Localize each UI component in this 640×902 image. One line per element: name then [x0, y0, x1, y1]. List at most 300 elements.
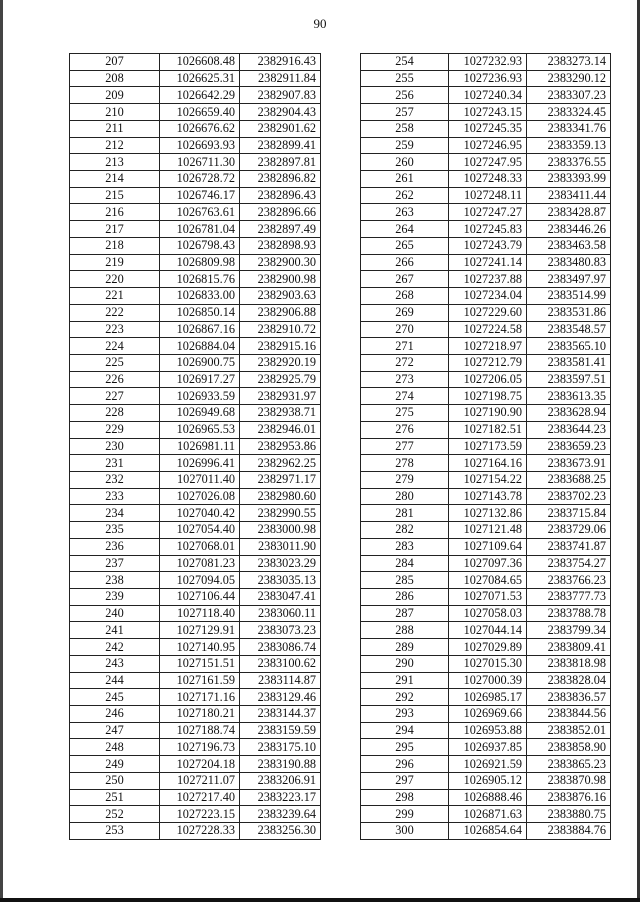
x-coordinate-cell: 1026969.66: [449, 706, 527, 723]
x-coordinate-cell: 1027217.40: [160, 789, 240, 806]
table-row: [361, 237, 611, 254]
point-number-cell: 291: [361, 672, 449, 689]
x-coordinate-cell: 1026676.62: [160, 120, 240, 137]
x-coordinate-cell: 1027109.64: [449, 538, 527, 555]
x-coordinate-cell: 1027140.95: [160, 639, 240, 656]
point-number-cell: 239: [70, 589, 160, 606]
table-row: [70, 54, 321, 71]
point-number-cell: 262: [361, 187, 449, 204]
x-coordinate-cell: 1027121.48: [449, 522, 527, 539]
table-row: [70, 522, 321, 539]
y-coordinate-cell: 2383011.90: [240, 538, 321, 555]
y-coordinate-cell: 2382953.86: [240, 438, 321, 455]
y-coordinate-cell: 2382897.49: [240, 221, 321, 238]
y-coordinate-cell: 2382896.66: [240, 204, 321, 221]
x-coordinate-cell: 1027224.58: [449, 321, 527, 338]
point-number-cell: 250: [70, 772, 160, 789]
table-row: [361, 304, 611, 321]
x-coordinate-cell: 1027040.42: [160, 505, 240, 522]
point-number-cell: 290: [361, 655, 449, 672]
table-row: [361, 505, 611, 522]
point-number-cell: 253: [70, 823, 160, 840]
y-coordinate-cell: 2383628.94: [527, 405, 611, 422]
point-number-cell: 246: [70, 706, 160, 723]
point-number-cell: 215: [70, 187, 160, 204]
point-number-cell: 241: [70, 622, 160, 639]
y-coordinate-cell: 2382925.79: [240, 371, 321, 388]
point-number-cell: 223: [70, 321, 160, 338]
x-coordinate-cell: 1027229.60: [449, 304, 527, 321]
x-coordinate-cell: 1026693.93: [160, 137, 240, 154]
table-row: [361, 706, 611, 723]
x-coordinate-cell: 1026884.04: [160, 338, 240, 355]
coordinates-table-right-body: [361, 54, 611, 840]
point-number-cell: 267: [361, 271, 449, 288]
point-number-cell: 240: [70, 605, 160, 622]
y-coordinate-cell: 2383531.86: [527, 304, 611, 321]
point-number-cell: 222: [70, 304, 160, 321]
point-number-cell: 252: [70, 806, 160, 823]
y-coordinate-cell: 2383659.23: [527, 438, 611, 455]
y-coordinate-cell: 2382971.17: [240, 471, 321, 488]
y-coordinate-cell: 2382911.84: [240, 70, 321, 87]
y-coordinate-cell: 2382906.88: [240, 304, 321, 321]
x-coordinate-cell: 1027129.91: [160, 622, 240, 639]
y-coordinate-cell: 2383175.10: [240, 739, 321, 756]
point-number-cell: 234: [70, 505, 160, 522]
table-row: [361, 421, 611, 438]
x-coordinate-cell: 1027029.89: [449, 639, 527, 656]
y-coordinate-cell: 2383023.29: [240, 555, 321, 572]
y-coordinate-cell: 2383852.01: [527, 722, 611, 739]
x-coordinate-cell: 1027247.95: [449, 154, 527, 171]
table-row: [361, 87, 611, 104]
y-coordinate-cell: 2383865.23: [527, 756, 611, 773]
table-row: [361, 171, 611, 188]
point-number-cell: 251: [70, 789, 160, 806]
y-coordinate-cell: 2383844.56: [527, 706, 611, 723]
point-number-cell: 238: [70, 572, 160, 589]
table-row: [361, 321, 611, 338]
y-coordinate-cell: 2383777.73: [527, 589, 611, 606]
point-number-cell: 296: [361, 756, 449, 773]
x-coordinate-cell: 1026642.29: [160, 87, 240, 104]
x-coordinate-cell: 1027232.93: [449, 54, 527, 71]
table-row: [70, 689, 321, 706]
x-coordinate-cell: 1027234.04: [449, 288, 527, 305]
table-row: [70, 338, 321, 355]
point-number-cell: 219: [70, 254, 160, 271]
point-number-cell: 208: [70, 70, 160, 87]
x-coordinate-cell: 1027058.03: [449, 605, 527, 622]
y-coordinate-cell: 2383086.74: [240, 639, 321, 656]
x-coordinate-cell: 1027182.51: [449, 421, 527, 438]
y-coordinate-cell: 2382962.25: [240, 455, 321, 472]
y-coordinate-cell: 2383393.99: [527, 171, 611, 188]
table-row: [361, 589, 611, 606]
point-number-cell: 258: [361, 120, 449, 137]
y-coordinate-cell: 2383359.13: [527, 137, 611, 154]
y-coordinate-cell: 2383613.35: [527, 388, 611, 405]
x-coordinate-cell: 1026608.48: [160, 54, 240, 71]
table-row: [361, 54, 611, 71]
y-coordinate-cell: 2382900.98: [240, 271, 321, 288]
x-coordinate-cell: 1026921.59: [449, 756, 527, 773]
table-row: [70, 271, 321, 288]
x-coordinate-cell: 1026854.64: [449, 823, 527, 840]
point-number-cell: 276: [361, 421, 449, 438]
x-coordinate-cell: 1027026.08: [160, 488, 240, 505]
point-number-cell: 265: [361, 237, 449, 254]
x-coordinate-cell: 1026809.98: [160, 254, 240, 271]
x-coordinate-cell: 1027106.44: [160, 589, 240, 606]
y-coordinate-cell: 2382946.01: [240, 421, 321, 438]
point-number-cell: 237: [70, 555, 160, 572]
y-coordinate-cell: 2383376.55: [527, 154, 611, 171]
point-number-cell: 257: [361, 104, 449, 121]
x-coordinate-cell: 1026746.17: [160, 187, 240, 204]
point-number-cell: 221: [70, 288, 160, 305]
table-row: [361, 371, 611, 388]
table-row: [361, 672, 611, 689]
point-number-cell: 264: [361, 221, 449, 238]
point-number-cell: 278: [361, 455, 449, 472]
y-coordinate-cell: 2382896.43: [240, 187, 321, 204]
y-coordinate-cell: 2382990.55: [240, 505, 321, 522]
table-row: [70, 789, 321, 806]
x-coordinate-cell: 1027248.33: [449, 171, 527, 188]
x-coordinate-cell: 1026917.27: [160, 371, 240, 388]
table-row: [361, 555, 611, 572]
y-coordinate-cell: 2383673.91: [527, 455, 611, 472]
point-number-cell: 295: [361, 739, 449, 756]
point-number-cell: 289: [361, 639, 449, 656]
y-coordinate-cell: 2382898.93: [240, 237, 321, 254]
y-coordinate-cell: 2383035.13: [240, 572, 321, 589]
x-coordinate-cell: 1027212.79: [449, 354, 527, 371]
table-row: [361, 538, 611, 555]
table-row: [361, 104, 611, 121]
point-number-cell: 242: [70, 639, 160, 656]
table-row: [70, 722, 321, 739]
point-number-cell: 228: [70, 405, 160, 422]
table-row: [361, 70, 611, 87]
y-coordinate-cell: 2383206.91: [240, 772, 321, 789]
table-row: [70, 655, 321, 672]
x-coordinate-cell: 1026659.40: [160, 104, 240, 121]
y-coordinate-cell: 2383223.17: [240, 789, 321, 806]
y-coordinate-cell: 2382907.83: [240, 87, 321, 104]
point-number-cell: 232: [70, 471, 160, 488]
table-row: [70, 739, 321, 756]
point-number-cell: 207: [70, 54, 160, 71]
point-number-cell: 277: [361, 438, 449, 455]
table-row: [70, 204, 321, 221]
x-coordinate-cell: 1027081.23: [160, 555, 240, 572]
scan-edge-left: [0, 0, 3, 902]
point-number-cell: 273: [361, 371, 449, 388]
point-number-cell: 275: [361, 405, 449, 422]
point-number-cell: 229: [70, 421, 160, 438]
y-coordinate-cell: 2383799.34: [527, 622, 611, 639]
point-number-cell: 249: [70, 756, 160, 773]
table-row: [361, 221, 611, 238]
point-number-cell: 280: [361, 488, 449, 505]
table-row: [70, 589, 321, 606]
y-coordinate-cell: 2383341.76: [527, 120, 611, 137]
x-coordinate-cell: 1027211.07: [160, 772, 240, 789]
y-coordinate-cell: 2383144.37: [240, 706, 321, 723]
point-number-cell: 210: [70, 104, 160, 121]
x-coordinate-cell: 1026965.53: [160, 421, 240, 438]
scan-edge-bottom: [0, 898, 640, 902]
table-row: [70, 823, 321, 840]
y-coordinate-cell: 2383884.76: [527, 823, 611, 840]
point-number-cell: 263: [361, 204, 449, 221]
y-coordinate-cell: 2383597.51: [527, 371, 611, 388]
point-number-cell: 255: [361, 70, 449, 87]
x-coordinate-cell: 1027236.93: [449, 70, 527, 87]
y-coordinate-cell: 2383754.27: [527, 555, 611, 572]
point-number-cell: 259: [361, 137, 449, 154]
x-coordinate-cell: 1026815.76: [160, 271, 240, 288]
y-coordinate-cell: 2383548.57: [527, 321, 611, 338]
y-coordinate-cell: 2382931.97: [240, 388, 321, 405]
point-number-cell: 297: [361, 772, 449, 789]
table-row: [70, 405, 321, 422]
x-coordinate-cell: 1027245.83: [449, 221, 527, 238]
table-row: [361, 522, 611, 539]
table-row: [70, 471, 321, 488]
x-coordinate-cell: 1027246.95: [449, 137, 527, 154]
x-coordinate-cell: 1026888.46: [449, 789, 527, 806]
x-coordinate-cell: 1027198.75: [449, 388, 527, 405]
x-coordinate-cell: 1027243.15: [449, 104, 527, 121]
table-row: [70, 572, 321, 589]
point-number-cell: 282: [361, 522, 449, 539]
point-number-cell: 235: [70, 522, 160, 539]
table-row: [70, 187, 321, 204]
table-row: [70, 672, 321, 689]
table-row: [70, 87, 321, 104]
page-number: 90: [313, 16, 327, 31]
y-coordinate-cell: 2383428.87: [527, 204, 611, 221]
point-number-cell: 274: [361, 388, 449, 405]
point-number-cell: 212: [70, 137, 160, 154]
table-row: [70, 455, 321, 472]
point-number-cell: 281: [361, 505, 449, 522]
point-number-cell: 286: [361, 589, 449, 606]
point-number-cell: 209: [70, 87, 160, 104]
table-row: [70, 538, 321, 555]
y-coordinate-cell: 2383273.14: [527, 54, 611, 71]
table-row: [361, 488, 611, 505]
point-number-cell: 272: [361, 354, 449, 371]
table-row: [70, 505, 321, 522]
table-row: [70, 304, 321, 321]
y-coordinate-cell: 2383000.98: [240, 522, 321, 539]
x-coordinate-cell: 1027228.33: [160, 823, 240, 840]
coordinates-table-right: [360, 53, 611, 840]
y-coordinate-cell: 2383411.44: [527, 187, 611, 204]
x-coordinate-cell: 1026996.41: [160, 455, 240, 472]
x-coordinate-cell: 1027151.51: [160, 655, 240, 672]
y-coordinate-cell: 2383870.98: [527, 772, 611, 789]
table-row: [70, 354, 321, 371]
point-number-cell: 288: [361, 622, 449, 639]
table-row: [361, 154, 611, 171]
x-coordinate-cell: 1027223.15: [160, 806, 240, 823]
y-coordinate-cell: 2382920.19: [240, 354, 321, 371]
x-coordinate-cell: 1027068.01: [160, 538, 240, 555]
table-row: [361, 388, 611, 405]
y-coordinate-cell: 2382938.71: [240, 405, 321, 422]
table-row: [361, 639, 611, 656]
table-row: [70, 371, 321, 388]
y-coordinate-cell: 2382903.63: [240, 288, 321, 305]
y-coordinate-cell: 2383702.23: [527, 488, 611, 505]
point-number-cell: 231: [70, 455, 160, 472]
table-row: [70, 421, 321, 438]
x-coordinate-cell: 1027245.35: [449, 120, 527, 137]
point-number-cell: 269: [361, 304, 449, 321]
y-coordinate-cell: 2383290.12: [527, 70, 611, 87]
table-row: [361, 572, 611, 589]
y-coordinate-cell: 2383715.84: [527, 505, 611, 522]
x-coordinate-cell: 1026871.63: [449, 806, 527, 823]
x-coordinate-cell: 1026833.00: [160, 288, 240, 305]
x-coordinate-cell: 1026781.04: [160, 221, 240, 238]
x-coordinate-cell: 1027054.40: [160, 522, 240, 539]
point-number-cell: 292: [361, 689, 449, 706]
x-coordinate-cell: 1026985.17: [449, 689, 527, 706]
y-coordinate-cell: 2383741.87: [527, 538, 611, 555]
point-number-cell: 279: [361, 471, 449, 488]
x-coordinate-cell: 1027240.34: [449, 87, 527, 104]
x-coordinate-cell: 1027164.16: [449, 455, 527, 472]
point-number-cell: 283: [361, 538, 449, 555]
x-coordinate-cell: 1026953.88: [449, 722, 527, 739]
table-row: [361, 137, 611, 154]
coordinates-table-left: [69, 53, 321, 840]
point-number-cell: 214: [70, 171, 160, 188]
table-row: [361, 187, 611, 204]
y-coordinate-cell: 2383836.57: [527, 689, 611, 706]
table-row: [361, 271, 611, 288]
y-coordinate-cell: 2382980.60: [240, 488, 321, 505]
x-coordinate-cell: 1026867.16: [160, 321, 240, 338]
y-coordinate-cell: 2382899.41: [240, 137, 321, 154]
x-coordinate-cell: 1027241.14: [449, 254, 527, 271]
table-row: [70, 70, 321, 87]
table-row: [361, 204, 611, 221]
y-coordinate-cell: 2382900.30: [240, 254, 321, 271]
x-coordinate-cell: 1026905.12: [449, 772, 527, 789]
y-coordinate-cell: 2383688.25: [527, 471, 611, 488]
point-number-cell: 256: [361, 87, 449, 104]
point-number-cell: 293: [361, 706, 449, 723]
x-coordinate-cell: 1026981.11: [160, 438, 240, 455]
point-number-cell: 270: [361, 321, 449, 338]
x-coordinate-cell: 1027218.97: [449, 338, 527, 355]
point-number-cell: 213: [70, 154, 160, 171]
table-row: [70, 237, 321, 254]
table-row: [70, 438, 321, 455]
table-row: [361, 689, 611, 706]
y-coordinate-cell: 2383729.06: [527, 522, 611, 539]
y-coordinate-cell: 2383581.41: [527, 354, 611, 371]
x-coordinate-cell: 1026728.72: [160, 171, 240, 188]
table-row: [70, 171, 321, 188]
table-row: [361, 772, 611, 789]
point-number-cell: 220: [70, 271, 160, 288]
y-coordinate-cell: 2382897.81: [240, 154, 321, 171]
y-coordinate-cell: 2383876.16: [527, 789, 611, 806]
table-row: [70, 605, 321, 622]
table-row: [70, 806, 321, 823]
table-row: [361, 471, 611, 488]
point-number-cell: 247: [70, 722, 160, 739]
y-coordinate-cell: 2383828.04: [527, 672, 611, 689]
table-row: [70, 154, 321, 171]
point-number-cell: 248: [70, 739, 160, 756]
point-number-cell: 211: [70, 120, 160, 137]
x-coordinate-cell: 1026850.14: [160, 304, 240, 321]
y-coordinate-cell: 2383190.88: [240, 756, 321, 773]
point-number-cell: 227: [70, 388, 160, 405]
y-coordinate-cell: 2382915.16: [240, 338, 321, 355]
table-row: [361, 338, 611, 355]
point-number-cell: 298: [361, 789, 449, 806]
x-coordinate-cell: 1026763.61: [160, 204, 240, 221]
y-coordinate-cell: 2383256.30: [240, 823, 321, 840]
x-coordinate-cell: 1026625.31: [160, 70, 240, 87]
x-coordinate-cell: 1027204.18: [160, 756, 240, 773]
x-coordinate-cell: 1027247.27: [449, 204, 527, 221]
y-coordinate-cell: 2383047.41: [240, 589, 321, 606]
table-row: [70, 639, 321, 656]
point-number-cell: 217: [70, 221, 160, 238]
table-row: [361, 806, 611, 823]
coordinates-table-left-body: [70, 54, 321, 840]
y-coordinate-cell: 2383880.75: [527, 806, 611, 823]
x-coordinate-cell: 1027071.53: [449, 589, 527, 606]
table-row: [70, 706, 321, 723]
y-coordinate-cell: 2383766.23: [527, 572, 611, 589]
point-number-cell: 230: [70, 438, 160, 455]
x-coordinate-cell: 1027180.21: [160, 706, 240, 723]
x-coordinate-cell: 1027173.59: [449, 438, 527, 455]
table-row: [361, 789, 611, 806]
y-coordinate-cell: 2383307.23: [527, 87, 611, 104]
y-coordinate-cell: 2383129.46: [240, 689, 321, 706]
table-row: [70, 254, 321, 271]
x-coordinate-cell: 1026937.85: [449, 739, 527, 756]
y-coordinate-cell: 2383446.26: [527, 221, 611, 238]
table-row: [361, 823, 611, 840]
table-row: [361, 756, 611, 773]
point-number-cell: 271: [361, 338, 449, 355]
y-coordinate-cell: 2383788.78: [527, 605, 611, 622]
x-coordinate-cell: 1027015.30: [449, 655, 527, 672]
table-row: [361, 120, 611, 137]
point-number-cell: 233: [70, 488, 160, 505]
point-number-cell: 268: [361, 288, 449, 305]
x-coordinate-cell: 1027161.59: [160, 672, 240, 689]
point-number-cell: 300: [361, 823, 449, 840]
table-row: [70, 772, 321, 789]
y-coordinate-cell: 2383114.87: [240, 672, 321, 689]
